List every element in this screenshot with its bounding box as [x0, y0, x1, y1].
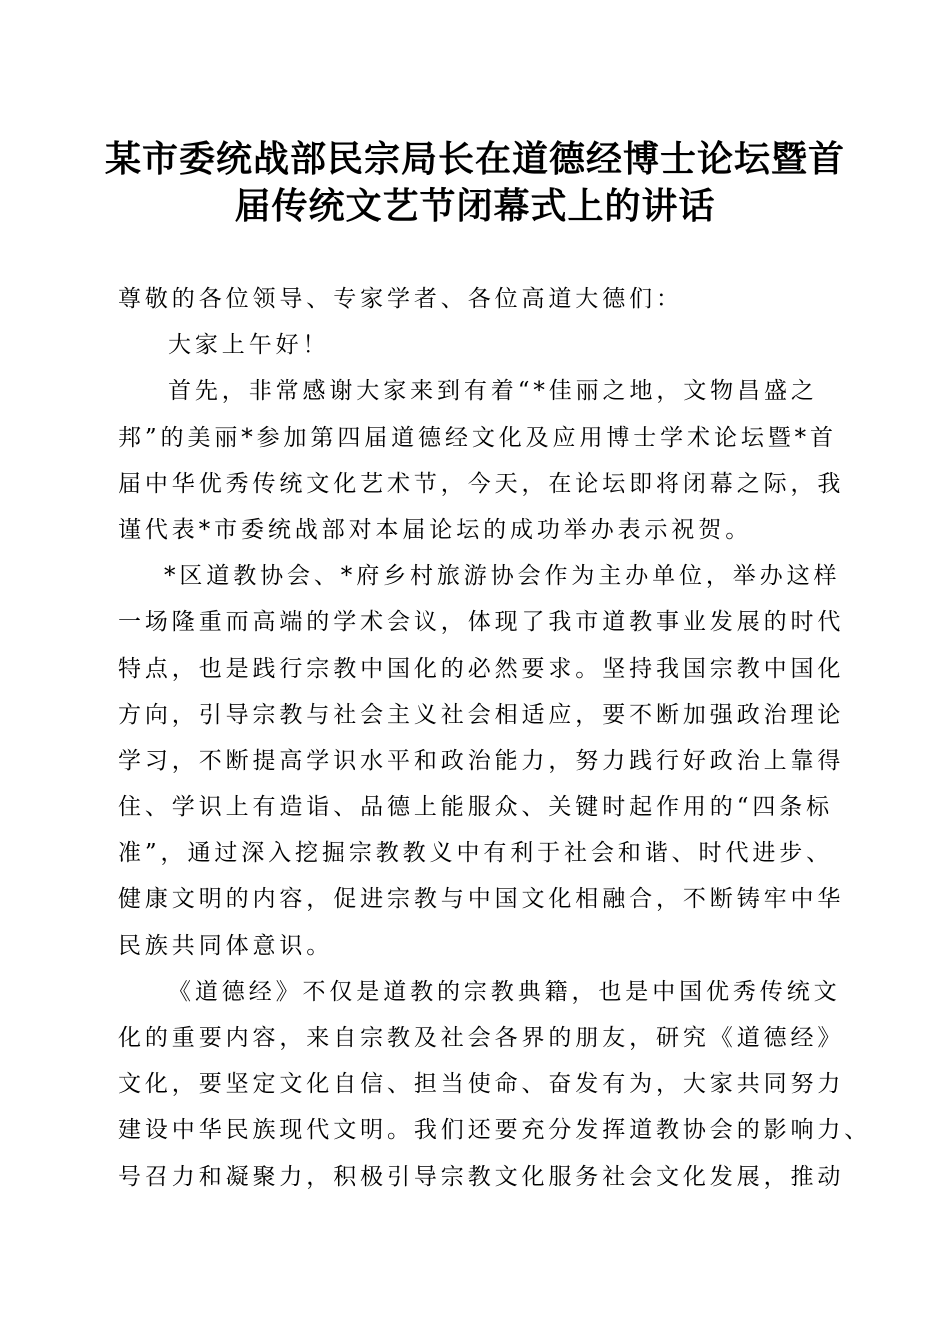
- paragraph-line: 首先，非常感谢大家来到有着“*佳丽之地，文物昌盛之: [168, 378, 818, 405]
- paragraph-line: 邦”的美丽*参加第四届道德经文化及应用博士学术论坛暨*首: [118, 424, 837, 451]
- salutation: 尊敬的各位领导、专家学者、各位高道大德们：: [118, 286, 683, 312]
- paragraph-line: 化的重要内容，来自宗教及社会各界的朋友，研究《道德经》: [118, 1025, 845, 1051]
- paragraph-line: 《道德经》不仅是道教的宗教典籍，也是中国优秀传统文: [168, 978, 841, 1005]
- paragraph-line: 号召力和凝聚力，积极引导宗教文化服务社会文化发展，推动: [118, 1163, 845, 1190]
- paragraph-line: 民族共同体意识。: [118, 932, 334, 959]
- paragraph-line: 学习，不断提高学识水平和政治能力，努力践行好政治上靠得: [118, 747, 845, 774]
- greeting: 大家上午好！: [168, 332, 330, 359]
- paragraph-line: 方向，引导宗教与社会主义社会相适应，要不断加强政治理论: [118, 701, 845, 728]
- document-title: [90, 136, 860, 230]
- paragraph-line: 健康文明的内容，促进宗教与中国文化相融合，不断铸牢中华: [118, 886, 845, 913]
- paragraph-1: [118, 368, 845, 553]
- title-line-1: 某市委统战部民宗局长在道德经博士论坛暨首: [104, 138, 845, 180]
- title-line-2: 届传统文艺节闭幕式上的讲话: [234, 185, 716, 227]
- document-body: [118, 276, 872, 1200]
- paragraph-line: 住、学识上有造诣、品德上能服众、关键时起作用的“四条标: [118, 794, 834, 821]
- paragraph-line: 文化，要坚定文化自信、担当使命、奋发有为，大家共同努力: [118, 1071, 845, 1098]
- paragraph-line: 谨代表*市委统战部对本届论坛的成功举办表示祝贺。: [118, 516, 753, 543]
- paragraph-3: [118, 969, 872, 1200]
- paragraph-2: [118, 553, 845, 969]
- paragraph-line: *区道教协会、*府乡村旅游协会作为主办单位，举办这样: [164, 563, 841, 590]
- paragraph-line: 一场隆重而高端的学术会议，体现了我市道教事业发展的时代: [118, 609, 845, 636]
- paragraph-line: 特点，也是践行宗教中国化的必然要求。坚持我国宗教中国化: [118, 655, 845, 682]
- paragraph-line: 届中华优秀传统文化艺术节，今天，在论坛即将闭幕之际，我: [118, 470, 845, 497]
- paragraph-line: 建设中华民族现代文明。我们还要充分发挥道教协会的影响力、: [118, 1117, 872, 1144]
- paragraph-line: 准”，通过深入挖掘宗教教义中有利于社会和谐、时代进步、: [118, 840, 834, 867]
